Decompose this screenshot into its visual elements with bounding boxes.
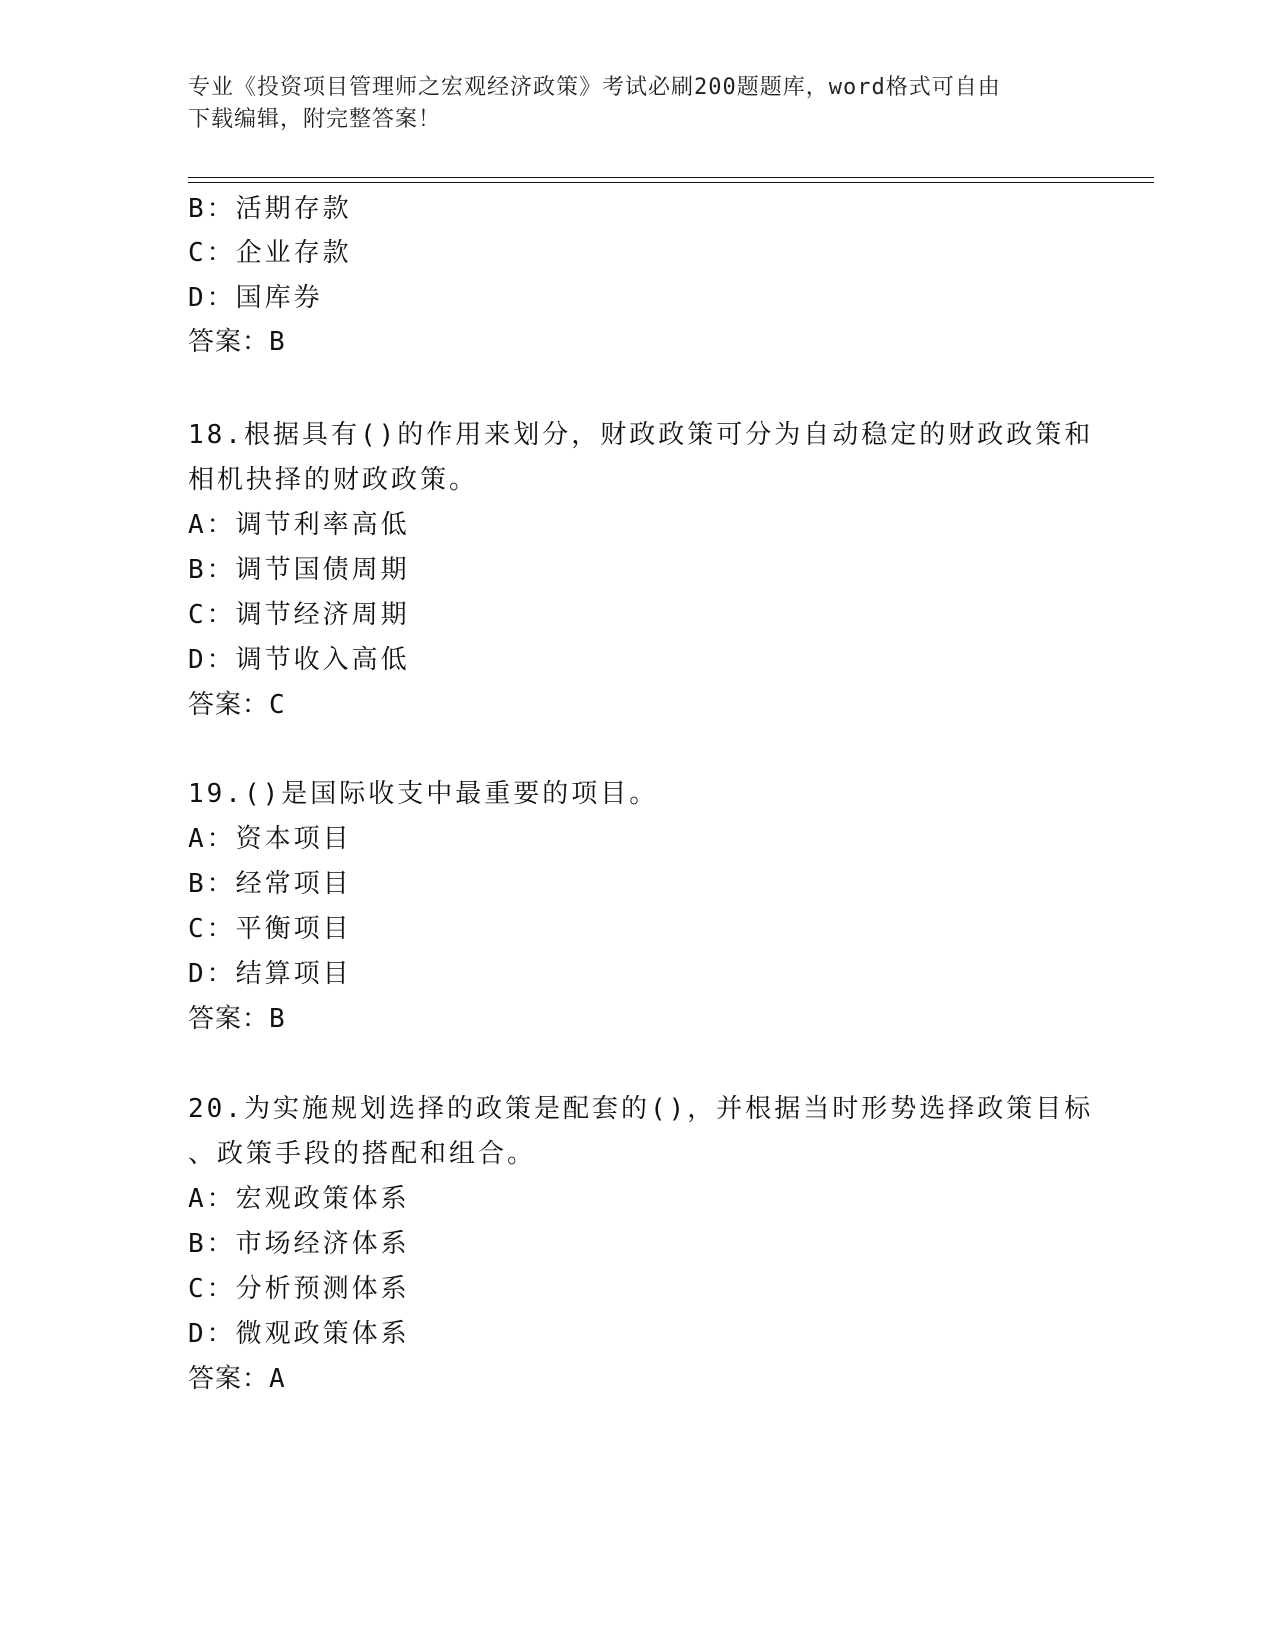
q17-option-c: C：企业存款 [188,238,352,268]
q18-option-b: B：调节国债周期 [188,555,410,585]
q19-option-a: A：资本项目 [188,824,352,854]
q19-answer: 答案：B [188,1004,286,1034]
q20-option-b: B：市场经济体系 [188,1229,410,1259]
q20-option-c: C：分析预测体系 [188,1274,410,1304]
q20-answer: 答案：A [188,1364,286,1394]
q18-stem-line-1: 18.根据具有()的作用来划分，财政政策可分为自动稳定的财政政策和 [188,420,1094,450]
q19-option-c: C：平衡项目 [188,914,352,944]
header-divider-bottom [188,182,1154,183]
q20-stem-line-1: 20.为实施规划选择的政策是配套的()，并根据当时形势选择政策目标 [188,1094,1094,1124]
q19-stem-line-1: 19.()是国际收支中最重要的项目。 [188,779,659,809]
q18-option-c: C：调节经济周期 [188,600,410,630]
q17-option-d: D：国库券 [188,283,323,313]
q20-stem-line-2: 、政策手段的搭配和组合。 [188,1139,537,1169]
q17-answer: 答案：B [188,327,286,357]
q17-option-b: B：活期存款 [188,194,352,224]
q19-option-b: B：经常项目 [188,869,352,899]
q20-option-a: A：宏观政策体系 [188,1184,410,1214]
document-header [188,72,1088,136]
header-line-2: 下载编辑，附完整答案！ [188,107,442,132]
q20-option-d: D：微观政策体系 [188,1319,410,1349]
q18-option-a: A：调节利率高低 [188,510,410,540]
header-line-1: 专业《投资项目管理师之宏观经济政策》考试必刷200题题库，word格式可自由 [188,75,1001,100]
q19-option-d: D：结算项目 [188,959,352,989]
q18-answer: 答案：C [188,690,286,720]
q18-stem-line-2: 相机抉择的财政政策。 [188,465,479,495]
q18-option-d: D：调节收入高低 [188,645,410,675]
header-divider-top [188,177,1154,178]
